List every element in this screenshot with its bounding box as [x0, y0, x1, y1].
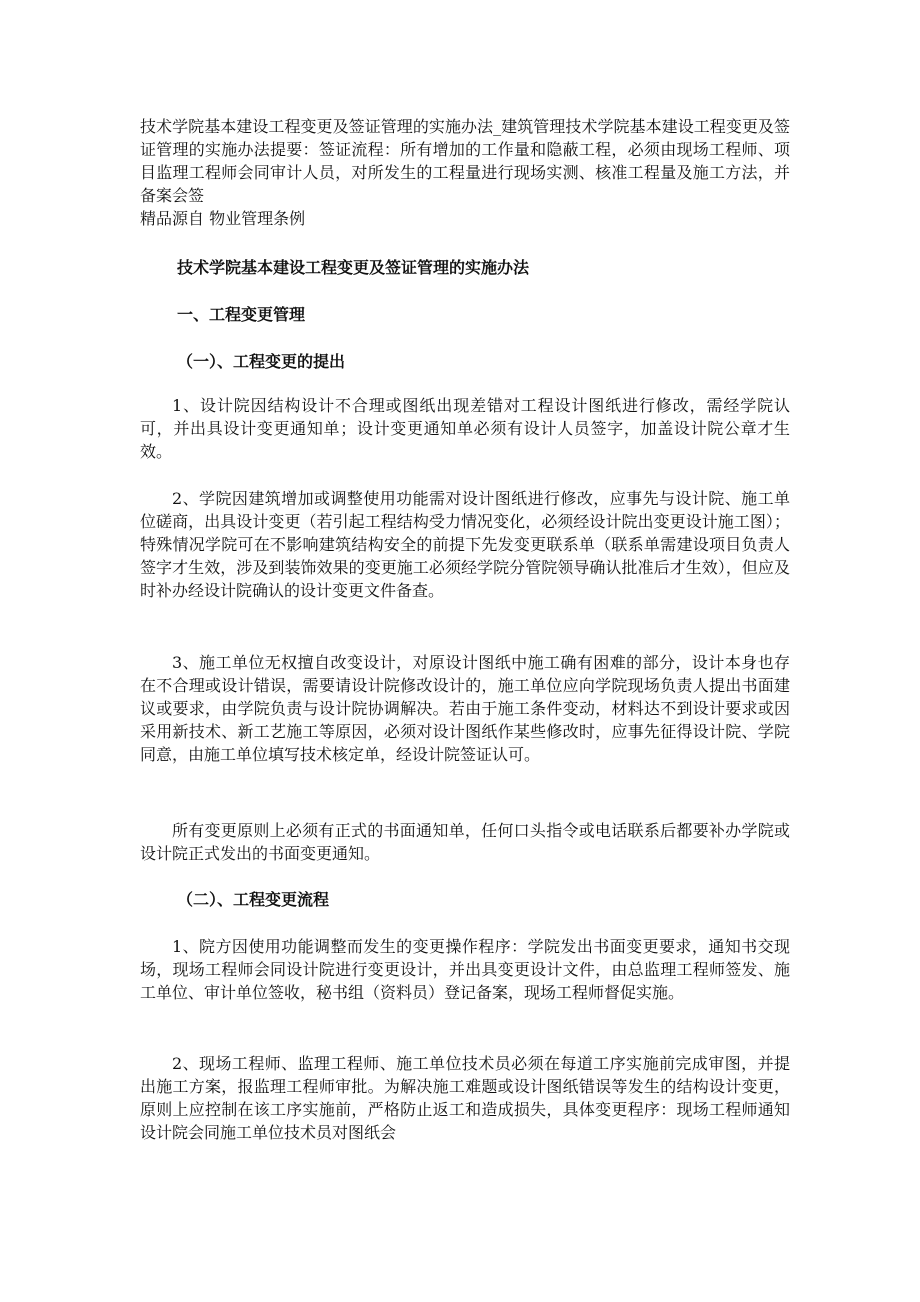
- source-line: 精品源自 物业管理条例: [140, 209, 306, 228]
- subsection-heading-2: （二）、工程变更流程: [177, 890, 330, 909]
- summary-text: 技术学院基本建设工程变更及签证管理的实施办法_建筑管理技术学院基本建设工程变更及签证管理的实施办法提要：签证流程：所有增加的工作量和隐蔽工程，必须由现场工程师、项目监理工程师会同审计人员，对所发生的工程量进行现场实测、核准工程量及施工方法，并备案会签: [140, 117, 790, 205]
- paragraph-4: 所有变更原则上必须有正式的书面通知单，任何口头指令或电话联系后都要补办学院或设计院正式发出的书面变更通知。: [140, 821, 790, 863]
- subsection-heading-1: （一）、工程变更的提出: [177, 352, 346, 371]
- paragraph-1: 1、设计院因结构设计不合理或图纸出现差错对工程设计图纸进行修改，需经学院认可，并出具设计变更通知单；设计变更通知单必须有设计人员签字，加盖设计院公章才生效。: [140, 396, 790, 461]
- paragraph-2: 2、学院因建筑增加或调整使用功能需对设计图纸进行修改，应事先与设计院、施工单位磋商，出具设计变更（若引起工程结构受力情况变化，必须经设计院出变更设计施工图）；特殊情况学院可在不影响建筑结构安全的前提下先发变更联系单（联系单需建设项目负责人签字才生效，涉及到装饰效果的变更施工必须经学院分管院领导确认批准后才生效），但应及时补办经设计院确认的设计变更文件备查。: [140, 489, 790, 600]
- paragraph-5: 1、院方因使用功能调整而发生的变更操作程序：学院发出书面变更要求，通知书交现场，现场工程师会同设计院进行变更设计，并出具变更设计文件，由总监理工程师签发、施工单位、审计单位签收，秘书组（资料员）登记备案，现场工程师督促实施。: [140, 937, 790, 1002]
- section-heading-1: 一、工程变更管理: [177, 305, 306, 324]
- document-title: 技术学院基本建设工程变更及签证管理的实施办法: [177, 258, 530, 277]
- paragraph-6: 2、现场工程师、监理工程师、施工单位技术员必须在每道工序实施前完成审图，并提出施工方案，报监理工程师审批。为解决施工难题或设计图纸错误等发生的结构设计变更，原则上应控制在该工序实施前，严格防止返工和造成损失，具体变更程序：现场工程师通知设计院会同施工单位技术员对图纸会: [140, 1054, 790, 1142]
- paragraph-3: 3、施工单位无权擅自改变设计，对原设计图纸中施工确有困难的部分，设计本身也存在不合理或设计错误，需要请设计院修改设计的，施工单位应向学院现场负责人提出书面建议或要求，由学院负责与设计院协调解决。若由于施工条件变动，材料达不到设计要求或因采用新技术、新工艺施工等原因，必须对设计图纸作某些修改时，应事先征得设计院、学院同意，由施工单位填写技术核定单，经设计院签证认可。: [140, 653, 790, 764]
